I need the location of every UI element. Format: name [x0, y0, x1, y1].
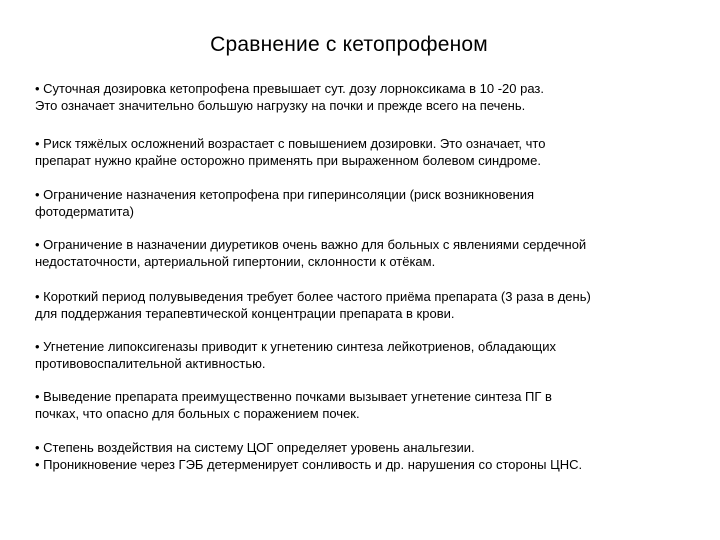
paragraph-line: для поддержания терапевтической концентрации препарата в крови. [35, 306, 455, 321]
paragraph-line: фотодерматита) [35, 204, 134, 219]
bullet-paragraph-6 [35, 338, 695, 372]
slide-title: Сравнение с кетопрофеном [210, 33, 488, 56]
bullet-paragraph-5 [35, 288, 695, 322]
paragraph-line: • Суточная дозировка кетопрофена превышает сут. дозу лорноксикама в 10 -20 раз. [35, 81, 544, 96]
paragraph-line: • Риск тяжёлых осложнений возрастает с повышением дозировки. Это означает, что [35, 136, 546, 151]
bullet-paragraph-2 [35, 135, 695, 169]
bullet-paragraph-4 [35, 236, 695, 270]
bullet-paragraph-8 [35, 439, 695, 473]
paragraph-line: • Ограничение в назначении диуретиков очень важно для больных с явлениями сердечной [35, 237, 587, 252]
paragraph-line: • Угнетение липоксигеназы приводит к угнетению синтеза лейкотриенов, обладающих [35, 339, 556, 354]
paragraph-line: почках, что опасно для больных с поражением почек. [35, 406, 360, 421]
bullet-paragraph-1 [35, 80, 695, 114]
paragraph-line: противовоспалительной активностью. [35, 356, 266, 371]
paragraph-line: • Проникновение через ГЭБ детерменирует сонливость и др. нарушения со стороны ЦНС. [35, 457, 583, 472]
paragraph-line: • Степень воздействия на систему ЦОГ определяет уровень анальгезии. [35, 440, 475, 455]
bullet-paragraph-3 [35, 186, 695, 220]
paragraph-line: препарат нужно крайне осторожно применять при выраженном болевом синдроме. [35, 153, 541, 168]
paragraph-line: • Ограничение назначения кетопрофена при гиперинсоляции (риск возникновения [35, 187, 535, 202]
paragraph-line: недостаточности, артериальной гипертонии, склонности к отёкам. [35, 254, 436, 269]
bullet-paragraph-7 [35, 388, 695, 422]
paragraph-line: • Короткий период полувыведения требует более частого приёма препарата (3 раза в день) [35, 289, 591, 304]
paragraph-line: • Выведение препарата преимущественно почками вызывает угнетение синтеза ПГ в [35, 389, 552, 404]
paragraph-line: Это означает значительно большую нагрузку на почки и прежде всего на печень. [35, 98, 526, 113]
